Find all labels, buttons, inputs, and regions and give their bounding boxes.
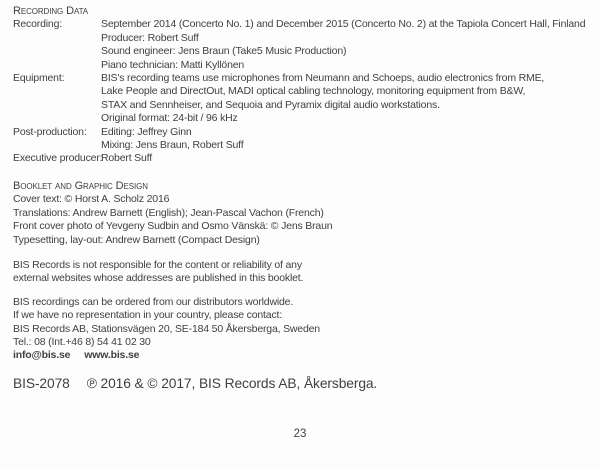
ordering-line: BIS recordings can be ordered from our distributors worldwide. bbox=[13, 295, 294, 308]
credit-value-executive-producer bbox=[101, 152, 594, 165]
booklet-design-section bbox=[13, 180, 594, 247]
credit-line: STAX and Sennheiser, and Sequoia and Pyramix digital audio workstations. bbox=[101, 98, 440, 111]
disclaimer-line: external websites whose addresses are published in this booklet. bbox=[13, 272, 304, 285]
disclaimer-paragraph bbox=[13, 259, 594, 286]
ordering-line: BIS Records AB, Stationsvägen 20, SE-184 50 Åkersberga, Sweden bbox=[13, 322, 320, 335]
credit-value-post-production bbox=[101, 126, 594, 153]
booklet-design-heading: Booklet and Graphic Design bbox=[13, 179, 148, 192]
credit-line: Mixing: Jens Braun, Robert Suff bbox=[101, 139, 244, 152]
credit-line: Robert Suff bbox=[101, 152, 152, 165]
credit-line: BIS's recording teams use microphones from Neumann and Schoeps, audio electronics from RME, bbox=[101, 72, 545, 85]
catalog-number: BIS-2078 bbox=[13, 375, 70, 391]
recording-data-heading: Recording Data bbox=[13, 5, 89, 17]
contact-email: info@bis.se bbox=[13, 349, 71, 362]
credit-value-recording bbox=[101, 18, 594, 72]
contact-line bbox=[13, 349, 594, 362]
credit-line: Lake People and DirectOut, MADI optical cabling technology, monitoring equipment from B&W, bbox=[101, 85, 526, 98]
copyright-text: ℗ 2016 & © 2017, BIS Records AB, Åkersberga. bbox=[86, 375, 378, 391]
credit-line: September 2014 (Concerto No. 1) and December 2015 (Concerto No. 2) at the Tapiola Concert Hall, Finland bbox=[101, 18, 586, 31]
booklet-design-line: Front cover photo of Yevgeny Sudbin and Osmo Vänskä: © Jens Braun bbox=[13, 220, 333, 233]
credit-label-post-production: Post-production: bbox=[13, 125, 87, 138]
credit-line: Sound engineer: Jens Braun (Take5 Music Production) bbox=[101, 45, 347, 58]
credit-value-equipment bbox=[101, 72, 594, 126]
recording-data-table bbox=[13, 18, 594, 165]
page-number: 23 bbox=[293, 428, 307, 440]
ordering-paragraph bbox=[13, 296, 594, 363]
credit-label-executive-producer: Executive producer: bbox=[13, 152, 103, 165]
credit-label-recording: Recording: bbox=[13, 18, 62, 31]
disclaimer-line: BIS Records is not responsible for the content or reliability of any bbox=[13, 258, 302, 271]
booklet-design-line: Cover text: © Horst A. Scholz 2016 bbox=[13, 193, 170, 206]
credit-label-equipment: Equipment: bbox=[13, 72, 65, 85]
credit-line: Piano technician: Matti Kyllönen bbox=[101, 58, 245, 71]
booklet-design-line: Translations: Andrew Barnett (English); Jean-Pascal Vachon (French) bbox=[13, 206, 324, 219]
ordering-line: Tel.: 08 (Int.+46 8) 54 41 02 30 bbox=[13, 335, 151, 348]
contact-website: www.bis.se bbox=[84, 349, 140, 362]
credit-line: Original format: 24-bit / 96 kHz bbox=[101, 112, 238, 125]
ordering-line: If we have no representation in your country, please contact: bbox=[13, 309, 282, 322]
credit-line: Editing: Jeffrey Ginn bbox=[101, 125, 192, 138]
recording-data-section bbox=[13, 5, 594, 166]
footer-line bbox=[13, 375, 594, 392]
credit-line: Producer: Robert Suff bbox=[101, 31, 199, 44]
booklet-design-line: Typesetting, lay-out: Andrew Barnett (Compact Design) bbox=[13, 233, 260, 246]
